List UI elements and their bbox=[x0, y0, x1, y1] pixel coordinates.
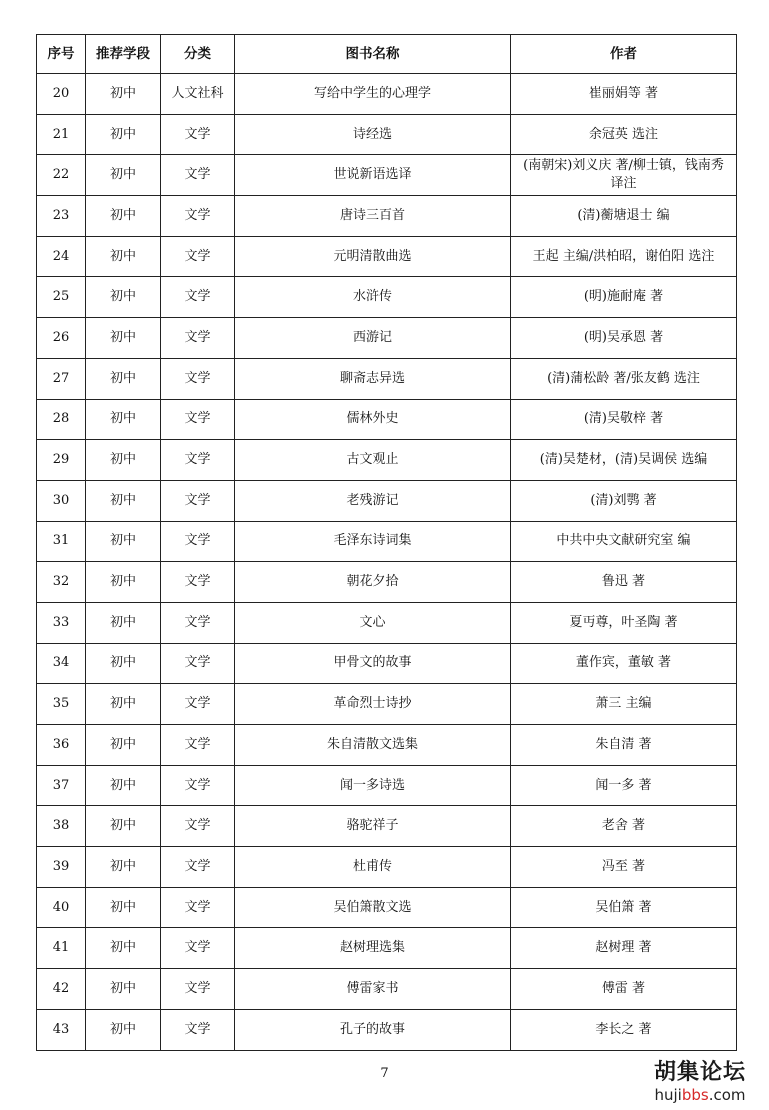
table-row bbox=[37, 847, 737, 888]
cell-school-stage: 初中 bbox=[86, 1009, 161, 1050]
cell-book-title: 水浒传 bbox=[235, 277, 511, 318]
cell-book-title: 古文观止 bbox=[235, 440, 511, 481]
watermark-url-prefix: huji bbox=[654, 1086, 682, 1104]
table-row bbox=[37, 725, 737, 766]
table-row bbox=[37, 480, 737, 521]
cell-category: 文学 bbox=[161, 562, 235, 603]
book-list-table bbox=[36, 34, 737, 1051]
cell-book-title: 吴伯箫散文选 bbox=[235, 887, 511, 928]
cell-school-stage: 初中 bbox=[86, 277, 161, 318]
table-row bbox=[37, 684, 737, 725]
cell-serial-number: 36 bbox=[37, 725, 86, 766]
table-row bbox=[37, 196, 737, 237]
cell-book-title: 甲骨文的故事 bbox=[235, 643, 511, 684]
table-row bbox=[37, 236, 737, 277]
cell-serial-number: 42 bbox=[37, 969, 86, 1010]
cell-serial-number: 20 bbox=[37, 74, 86, 115]
cell-category: 文学 bbox=[161, 806, 235, 847]
cell-category: 文学 bbox=[161, 725, 235, 766]
cell-school-stage: 初中 bbox=[86, 480, 161, 521]
cell-school-stage: 初中 bbox=[86, 562, 161, 603]
watermark-url bbox=[645, 1086, 755, 1104]
cell-school-stage: 初中 bbox=[86, 114, 161, 155]
cell-category: 文学 bbox=[161, 684, 235, 725]
cell-category: 人文社科 bbox=[161, 74, 235, 115]
table-row bbox=[37, 155, 737, 196]
cell-serial-number: 35 bbox=[37, 684, 86, 725]
cell-category: 文学 bbox=[161, 969, 235, 1010]
cell-book-title: 朱自清散文选集 bbox=[235, 725, 511, 766]
cell-category: 文学 bbox=[161, 236, 235, 277]
cell-author: (明)吴承恩 著 bbox=[511, 318, 737, 359]
cell-author: (清)蘅塘退士 编 bbox=[511, 196, 737, 237]
table-row bbox=[37, 928, 737, 969]
cell-serial-number: 31 bbox=[37, 521, 86, 562]
cell-school-stage: 初中 bbox=[86, 684, 161, 725]
cell-category: 文学 bbox=[161, 480, 235, 521]
cell-school-stage: 初中 bbox=[86, 358, 161, 399]
cell-school-stage: 初中 bbox=[86, 887, 161, 928]
cell-book-title: 写给中学生的心理学 bbox=[235, 74, 511, 115]
cell-author: (清)蒲松龄 著/张友鹤 选注 bbox=[511, 358, 737, 399]
cell-category: 文学 bbox=[161, 318, 235, 359]
cell-book-title: 儒林外史 bbox=[235, 399, 511, 440]
cell-author: (南朝宋)刘义庆 著/柳士镇，钱南秀 译注 bbox=[511, 155, 737, 196]
cell-category: 文学 bbox=[161, 358, 235, 399]
cell-school-stage: 初中 bbox=[86, 521, 161, 562]
cell-author: 中共中央文献研究室 编 bbox=[511, 521, 737, 562]
cell-school-stage: 初中 bbox=[86, 236, 161, 277]
cell-serial-number: 23 bbox=[37, 196, 86, 237]
table-row bbox=[37, 562, 737, 603]
table-row bbox=[37, 602, 737, 643]
watermark-site-name: 胡集论坛 bbox=[653, 1060, 746, 1085]
cell-category: 文学 bbox=[161, 765, 235, 806]
cell-school-stage: 初中 bbox=[86, 928, 161, 969]
cell-school-stage: 初中 bbox=[86, 643, 161, 684]
cell-author: 萧三 主编 bbox=[511, 684, 737, 725]
cell-author: 闻一多 著 bbox=[511, 765, 737, 806]
cell-category: 文学 bbox=[161, 643, 235, 684]
cell-category: 文学 bbox=[161, 521, 235, 562]
cell-school-stage: 初中 bbox=[86, 318, 161, 359]
cell-author: 老舍 著 bbox=[511, 806, 737, 847]
cell-book-title: 革命烈士诗抄 bbox=[235, 684, 511, 725]
cell-serial-number: 43 bbox=[37, 1009, 86, 1050]
cell-category: 文学 bbox=[161, 928, 235, 969]
cell-school-stage: 初中 bbox=[86, 806, 161, 847]
cell-author: 吴伯箫 著 bbox=[511, 887, 737, 928]
header-school-stage: 推荐学段 bbox=[86, 35, 161, 74]
cell-serial-number: 21 bbox=[37, 114, 86, 155]
header-serial-number: 序号 bbox=[37, 35, 86, 74]
cell-serial-number: 33 bbox=[37, 602, 86, 643]
cell-school-stage: 初中 bbox=[86, 196, 161, 237]
cell-serial-number: 26 bbox=[37, 318, 86, 359]
cell-book-title: 毛泽东诗词集 bbox=[235, 521, 511, 562]
site-watermark bbox=[645, 1060, 755, 1104]
table-row bbox=[37, 318, 737, 359]
table-row bbox=[37, 440, 737, 481]
cell-serial-number: 22 bbox=[37, 155, 86, 196]
cell-book-title: 傅雷家书 bbox=[235, 969, 511, 1010]
cell-book-title: 闻一多诗选 bbox=[235, 765, 511, 806]
cell-serial-number: 30 bbox=[37, 480, 86, 521]
cell-book-title: 文心 bbox=[235, 602, 511, 643]
cell-author: (清)刘鹗 著 bbox=[511, 480, 737, 521]
cell-serial-number: 34 bbox=[37, 643, 86, 684]
cell-book-title: 世说新语选译 bbox=[235, 155, 511, 196]
cell-serial-number: 39 bbox=[37, 847, 86, 888]
table-row bbox=[37, 643, 737, 684]
cell-author: 余冠英 选注 bbox=[511, 114, 737, 155]
table-row bbox=[37, 399, 737, 440]
cell-category: 文学 bbox=[161, 847, 235, 888]
cell-serial-number: 29 bbox=[37, 440, 86, 481]
cell-author: 鲁迅 著 bbox=[511, 562, 737, 603]
cell-author: 赵树理 著 bbox=[511, 928, 737, 969]
cell-author: 董作宾，董敏 著 bbox=[511, 643, 737, 684]
cell-school-stage: 初中 bbox=[86, 155, 161, 196]
table-body bbox=[37, 74, 737, 1051]
header-category: 分类 bbox=[161, 35, 235, 74]
cell-serial-number: 40 bbox=[37, 887, 86, 928]
cell-book-title: 诗经选 bbox=[235, 114, 511, 155]
table-header-row bbox=[37, 35, 737, 74]
cell-serial-number: 27 bbox=[37, 358, 86, 399]
cell-school-stage: 初中 bbox=[86, 440, 161, 481]
cell-category: 文学 bbox=[161, 399, 235, 440]
table-row bbox=[37, 277, 737, 318]
cell-author: 朱自清 著 bbox=[511, 725, 737, 766]
table-row bbox=[37, 114, 737, 155]
cell-author: 王起 主编/洪柏昭，谢伯阳 选注 bbox=[511, 236, 737, 277]
cell-book-title: 杜甫传 bbox=[235, 847, 511, 888]
cell-serial-number: 41 bbox=[37, 928, 86, 969]
cell-author: 夏丏尊，叶圣陶 著 bbox=[511, 602, 737, 643]
cell-school-stage: 初中 bbox=[86, 74, 161, 115]
cell-serial-number: 24 bbox=[37, 236, 86, 277]
page-number: 7 bbox=[380, 1066, 389, 1081]
cell-serial-number: 28 bbox=[37, 399, 86, 440]
cell-author: 崔丽娟等 著 bbox=[511, 74, 737, 115]
cell-book-title: 元明清散曲选 bbox=[235, 236, 511, 277]
cell-book-title: 聊斋志异选 bbox=[235, 358, 511, 399]
cell-school-stage: 初中 bbox=[86, 765, 161, 806]
cell-book-title: 唐诗三百首 bbox=[235, 196, 511, 237]
header-author: 作者 bbox=[511, 35, 737, 74]
cell-category: 文学 bbox=[161, 114, 235, 155]
cell-category: 文学 bbox=[161, 602, 235, 643]
header-book-title: 图书名称 bbox=[235, 35, 511, 74]
cell-category: 文学 bbox=[161, 196, 235, 237]
table-row bbox=[37, 887, 737, 928]
cell-book-title: 老残游记 bbox=[235, 480, 511, 521]
cell-author: 冯至 著 bbox=[511, 847, 737, 888]
cell-author: 李长之 著 bbox=[511, 1009, 737, 1050]
cell-school-stage: 初中 bbox=[86, 399, 161, 440]
watermark-url-accent: bbs bbox=[681, 1086, 709, 1104]
table-row bbox=[37, 521, 737, 562]
cell-category: 文学 bbox=[161, 1009, 235, 1050]
cell-book-title: 朝花夕拾 bbox=[235, 562, 511, 603]
table-row bbox=[37, 1009, 737, 1050]
table-row bbox=[37, 358, 737, 399]
cell-author: (明)施耐庵 著 bbox=[511, 277, 737, 318]
cell-author: (清)吴楚材，(清)吴调侯 选编 bbox=[511, 440, 737, 481]
table-row bbox=[37, 765, 737, 806]
cell-author: (清)吴敬梓 著 bbox=[511, 399, 737, 440]
cell-book-title: 孔子的故事 bbox=[235, 1009, 511, 1050]
cell-school-stage: 初中 bbox=[86, 725, 161, 766]
cell-category: 文学 bbox=[161, 277, 235, 318]
table-row bbox=[37, 969, 737, 1010]
cell-book-title: 西游记 bbox=[235, 318, 511, 359]
cell-author: 傅雷 著 bbox=[511, 969, 737, 1010]
cell-serial-number: 37 bbox=[37, 765, 86, 806]
cell-category: 文学 bbox=[161, 155, 235, 196]
watermark-url-suffix: .com bbox=[708, 1086, 746, 1104]
cell-book-title: 骆驼祥子 bbox=[235, 806, 511, 847]
cell-category: 文学 bbox=[161, 440, 235, 481]
cell-book-title: 赵树理选集 bbox=[235, 928, 511, 969]
cell-school-stage: 初中 bbox=[86, 969, 161, 1010]
cell-serial-number: 38 bbox=[37, 806, 86, 847]
cell-serial-number: 32 bbox=[37, 562, 86, 603]
table-row bbox=[37, 74, 737, 115]
cell-school-stage: 初中 bbox=[86, 602, 161, 643]
table-row bbox=[37, 806, 737, 847]
cell-serial-number: 25 bbox=[37, 277, 86, 318]
cell-category: 文学 bbox=[161, 887, 235, 928]
cell-school-stage: 初中 bbox=[86, 847, 161, 888]
